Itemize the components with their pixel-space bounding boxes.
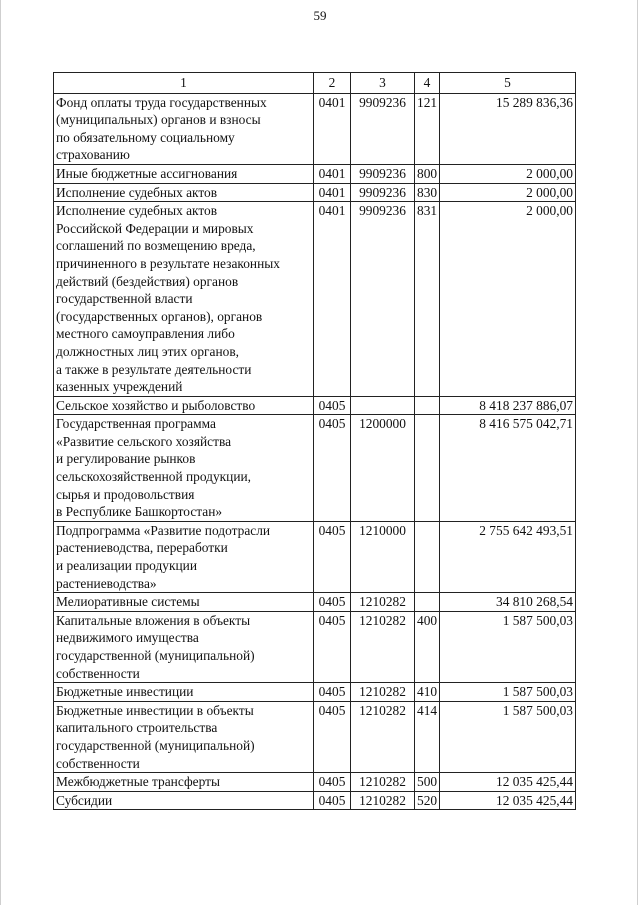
row-amount-cell: 15 289 836,36 <box>440 93 576 164</box>
row-name-cell: Государственная программа «Развитие сельского хозяйства и регулирование рынков сельскохозяйственной продукции, сырья и продовольствия в Республике Башкортостан» <box>54 415 314 522</box>
column-header: 1 <box>54 73 314 94</box>
row-target-item-cell: 1210282 <box>351 701 415 772</box>
row-expense-type-cell <box>415 593 440 612</box>
row-amount-cell: 34 810 268,54 <box>440 593 576 612</box>
row-section-code-cell: 0401 <box>314 164 351 183</box>
column-header: 3 <box>351 73 415 94</box>
row-expense-type-cell <box>415 396 440 415</box>
table-row <box>54 593 576 612</box>
row-expense-type-cell: 500 <box>415 773 440 792</box>
row-section-code-cell: 0405 <box>314 415 351 522</box>
row-section-code-cell: 0405 <box>314 791 351 810</box>
row-section-code-cell: 0405 <box>314 611 351 682</box>
table-row <box>54 415 576 522</box>
row-name-cell: Исполнение судебных актов <box>54 183 314 202</box>
table-row <box>54 183 576 202</box>
table-row <box>54 164 576 183</box>
row-expense-type-cell <box>415 521 440 592</box>
table-row <box>54 93 576 164</box>
row-section-code-cell: 0401 <box>314 183 351 202</box>
row-name-cell: Подпрограмма «Развитие подотрасли растениеводства, переработки и реализации продукции растениеводства» <box>54 521 314 592</box>
row-name-cell: Капитальные вложения в объекты недвижимого имущества государственной (муниципальной) собственности <box>54 611 314 682</box>
row-amount-cell: 2 000,00 <box>440 183 576 202</box>
row-amount-cell: 8 418 237 886,07 <box>440 396 576 415</box>
row-expense-type-cell: 520 <box>415 791 440 810</box>
row-expense-type-cell: 410 <box>415 683 440 702</box>
row-section-code-cell: 0405 <box>314 683 351 702</box>
row-expense-type-cell <box>415 415 440 522</box>
column-header: 2 <box>314 73 351 94</box>
row-section-code-cell: 0405 <box>314 701 351 772</box>
table-row <box>54 773 576 792</box>
row-amount-cell: 12 035 425,44 <box>440 773 576 792</box>
scan-right-edge <box>637 0 638 905</box>
table-row <box>54 521 576 592</box>
row-name-cell: Иные бюджетные ассигнования <box>54 164 314 183</box>
column-header: 5 <box>440 73 576 94</box>
row-section-code-cell: 0401 <box>314 93 351 164</box>
row-target-item-cell: 9909236 <box>351 164 415 183</box>
row-target-item-cell: 1210282 <box>351 593 415 612</box>
row-target-item-cell <box>351 396 415 415</box>
row-amount-cell: 1 587 500,03 <box>440 611 576 682</box>
row-section-code-cell: 0401 <box>314 202 351 397</box>
page-number: 59 <box>313 8 327 23</box>
row-expense-type-cell: 800 <box>415 164 440 183</box>
row-expense-type-cell: 831 <box>415 202 440 397</box>
table-row <box>54 683 576 702</box>
row-target-item-cell: 9909236 <box>351 93 415 164</box>
row-target-item-cell: 1210282 <box>351 791 415 810</box>
row-name-cell: Бюджетные инвестиции <box>54 683 314 702</box>
row-target-item-cell: 1210282 <box>351 683 415 702</box>
row-amount-cell: 2 000,00 <box>440 202 576 397</box>
row-amount-cell: 8 416 575 042,71 <box>440 415 576 522</box>
table-row <box>54 611 576 682</box>
row-expense-type-cell: 414 <box>415 701 440 772</box>
table-header-row <box>54 73 576 94</box>
table-body <box>54 93 576 810</box>
row-name-cell: Исполнение судебных актов Российской Федерации и мировых соглашений по возмещению вреда, причиненного в результате незаконных действий (бездействия) органов государственной власти (государственных органов), органов местного самоуправления либо должностных лиц этих органов, а также в результате деятельности казенных учреждений <box>54 202 314 397</box>
row-target-item-cell: 1210282 <box>351 773 415 792</box>
row-expense-type-cell: 400 <box>415 611 440 682</box>
row-target-item-cell: 1200000 <box>351 415 415 522</box>
row-target-item-cell: 9909236 <box>351 183 415 202</box>
row-expense-type-cell: 830 <box>415 183 440 202</box>
row-target-item-cell: 1210282 <box>351 611 415 682</box>
row-name-cell: Фонд оплаты труда государственных (муниципальных) органов и взносы по обязательному социальному страхованию <box>54 93 314 164</box>
row-name-cell: Мелиоративные системы <box>54 593 314 612</box>
row-expense-type-cell: 121 <box>415 93 440 164</box>
row-section-code-cell: 0405 <box>314 593 351 612</box>
row-amount-cell: 1 587 500,03 <box>440 683 576 702</box>
row-section-code-cell: 0405 <box>314 521 351 592</box>
table-row <box>54 701 576 772</box>
row-name-cell: Сельское хозяйство и рыболовство <box>54 396 314 415</box>
table-row <box>54 396 576 415</box>
table-row <box>54 791 576 810</box>
row-amount-cell: 2 000,00 <box>440 164 576 183</box>
row-section-code-cell: 0405 <box>314 773 351 792</box>
row-target-item-cell: 1210000 <box>351 521 415 592</box>
row-target-item-cell: 9909236 <box>351 202 415 397</box>
row-amount-cell: 1 587 500,03 <box>440 701 576 772</box>
row-name-cell: Субсидии <box>54 791 314 810</box>
row-amount-cell: 12 035 425,44 <box>440 791 576 810</box>
row-section-code-cell: 0405 <box>314 396 351 415</box>
table-row <box>54 202 576 397</box>
row-amount-cell: 2 755 642 493,51 <box>440 521 576 592</box>
row-name-cell: Бюджетные инвестиции в объекты капитального строительства государственной (муниципальной) собственности <box>54 701 314 772</box>
row-name-cell: Межбюджетные трансферты <box>54 773 314 792</box>
budget-table <box>53 72 576 810</box>
scan-left-edge <box>0 0 1 905</box>
column-header: 4 <box>415 73 440 94</box>
